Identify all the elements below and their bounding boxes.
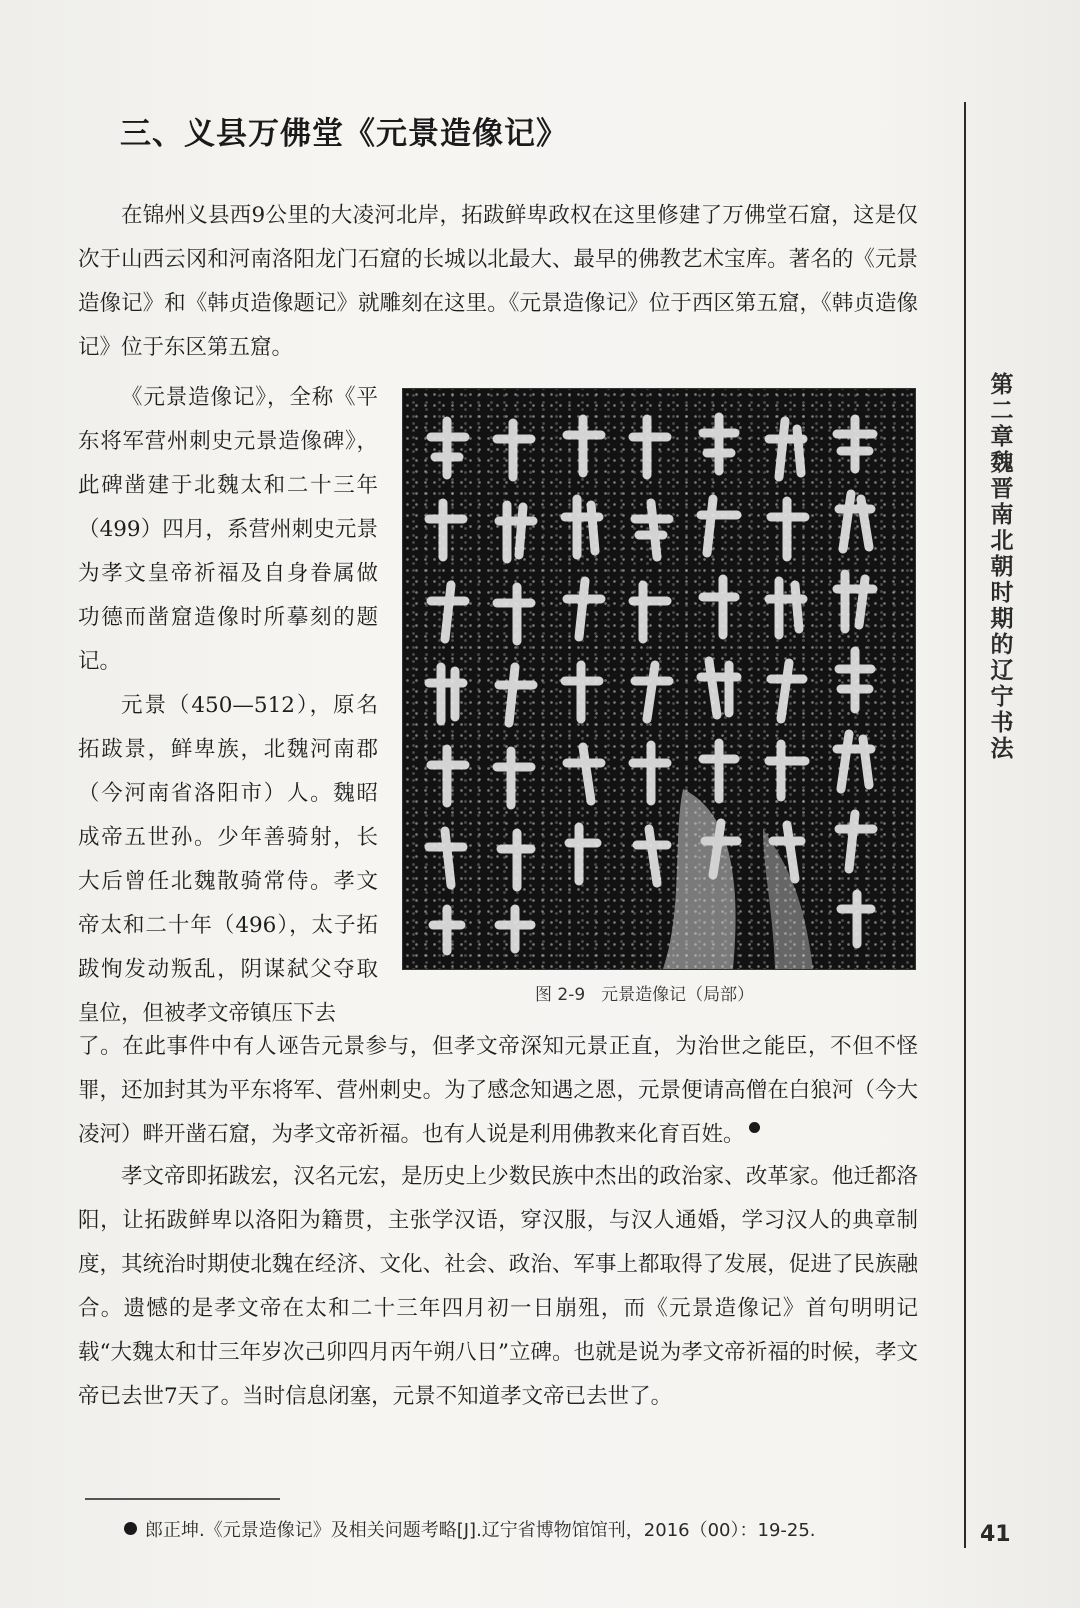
figure-number: 图 2-9 <box>535 985 586 1005</box>
section-title: 三、义县万佛堂《元景造像记》 <box>120 116 568 152</box>
paragraph-biography-continued <box>78 1025 918 1157</box>
chapter-number: 第二章 <box>990 372 1014 450</box>
stele-rubbing-image <box>402 388 916 970</box>
footnote-rule <box>85 1498 280 1500</box>
margin-divider <box>964 102 966 1548</box>
wrap-column <box>78 376 378 1036</box>
paragraph-biography: 元景（450—512），原名拓跋景，鲜卑族，北魏河南郡（今河南省洛阳市）人。魏昭成帝五世孙。少年善骑射，长大后曾任北魏散骑常侍。孝文帝太和二十年（496），太子拓跋恂发动叛乱，阴谋弑父夺取皇位，但被孝文帝镇压下去 <box>78 693 378 1026</box>
figure-caption <box>535 980 754 1005</box>
footnote-bullet-icon <box>124 1522 137 1535</box>
footnote-marker-icon <box>749 1122 760 1133</box>
paragraph-emperor-xiaowen: 孝文帝即拓跋宏，汉名元宏，是历史上少数民族中杰出的政治家、改革家。他迁都洛阳，让拓跋鲜卑以洛阳为籍贯，主张学汉语，穿汉服，与汉人通婚，学习汉人的典章制度，其统治时期使北魏在经济、文化、社会、政治、军事上都取得了发展，促进了民族融合。遗憾的是孝文帝在太和二十三年四月初一日崩殂，而《元景造像记》首句明明记载“大魏太和廿三年岁次己卯四月丙午朔八日”立碑。也就是说为孝文帝祈福的时候，孝文帝已去世7天了。当时信息闭塞，元景不知道孝文帝已去世了。 <box>78 1164 918 1409</box>
figure-caption-text: 元景造像记（局部） <box>601 985 755 1005</box>
chapter-title: 魏晋南北朝时期的辽宁书法 <box>990 450 1014 762</box>
footnote-text: 郎正坤.《元景造像记》及相关问题考略[J].辽宁省博物馆馆刊，2016（00）：19-25. <box>145 1520 816 1541</box>
page-number: 41 <box>980 1522 1011 1547</box>
footnote <box>124 1516 816 1542</box>
paragraph-intro: 在锦州义县西9公里的大凌河北岸，拓跋鲜卑政权在这里修建了万佛堂石窟，这是仅次于山西云冈和河南洛阳龙门石窟的长城以北最大、最早的佛教艺术宝库。著名的《元景造像记》和《韩贞造像题记》就雕刻在这里。《元景造像记》位于西区第五窟，《韩贞造像记》位于东区第五窟。 <box>78 203 918 360</box>
paragraph-full-name: 《元景造像记》，全称《平东将军营州刺史元景造像碑》，此碑凿建于北魏太和二十三年（499）四月，系营州刺史元景为孝文皇帝祈福及自身眷属做功德而凿窟造像时所摹刻的题记。 <box>78 385 378 674</box>
paragraph-biography-continued-text: 了。在此事件中有人诬告元景参与，但孝文帝深知元景正直，为治世之能臣，不但不怪罪，还加封其为平东将军、营州刺史。为了感念知遇之恩，元景便请高僧在白狼河（今大凌河）畔开凿石窟，为孝文帝祈福。也有人说是利用佛教来化育百姓。 <box>78 1034 918 1147</box>
chapter-running-head <box>984 372 1020 762</box>
calligraphy-strokes <box>403 389 915 969</box>
